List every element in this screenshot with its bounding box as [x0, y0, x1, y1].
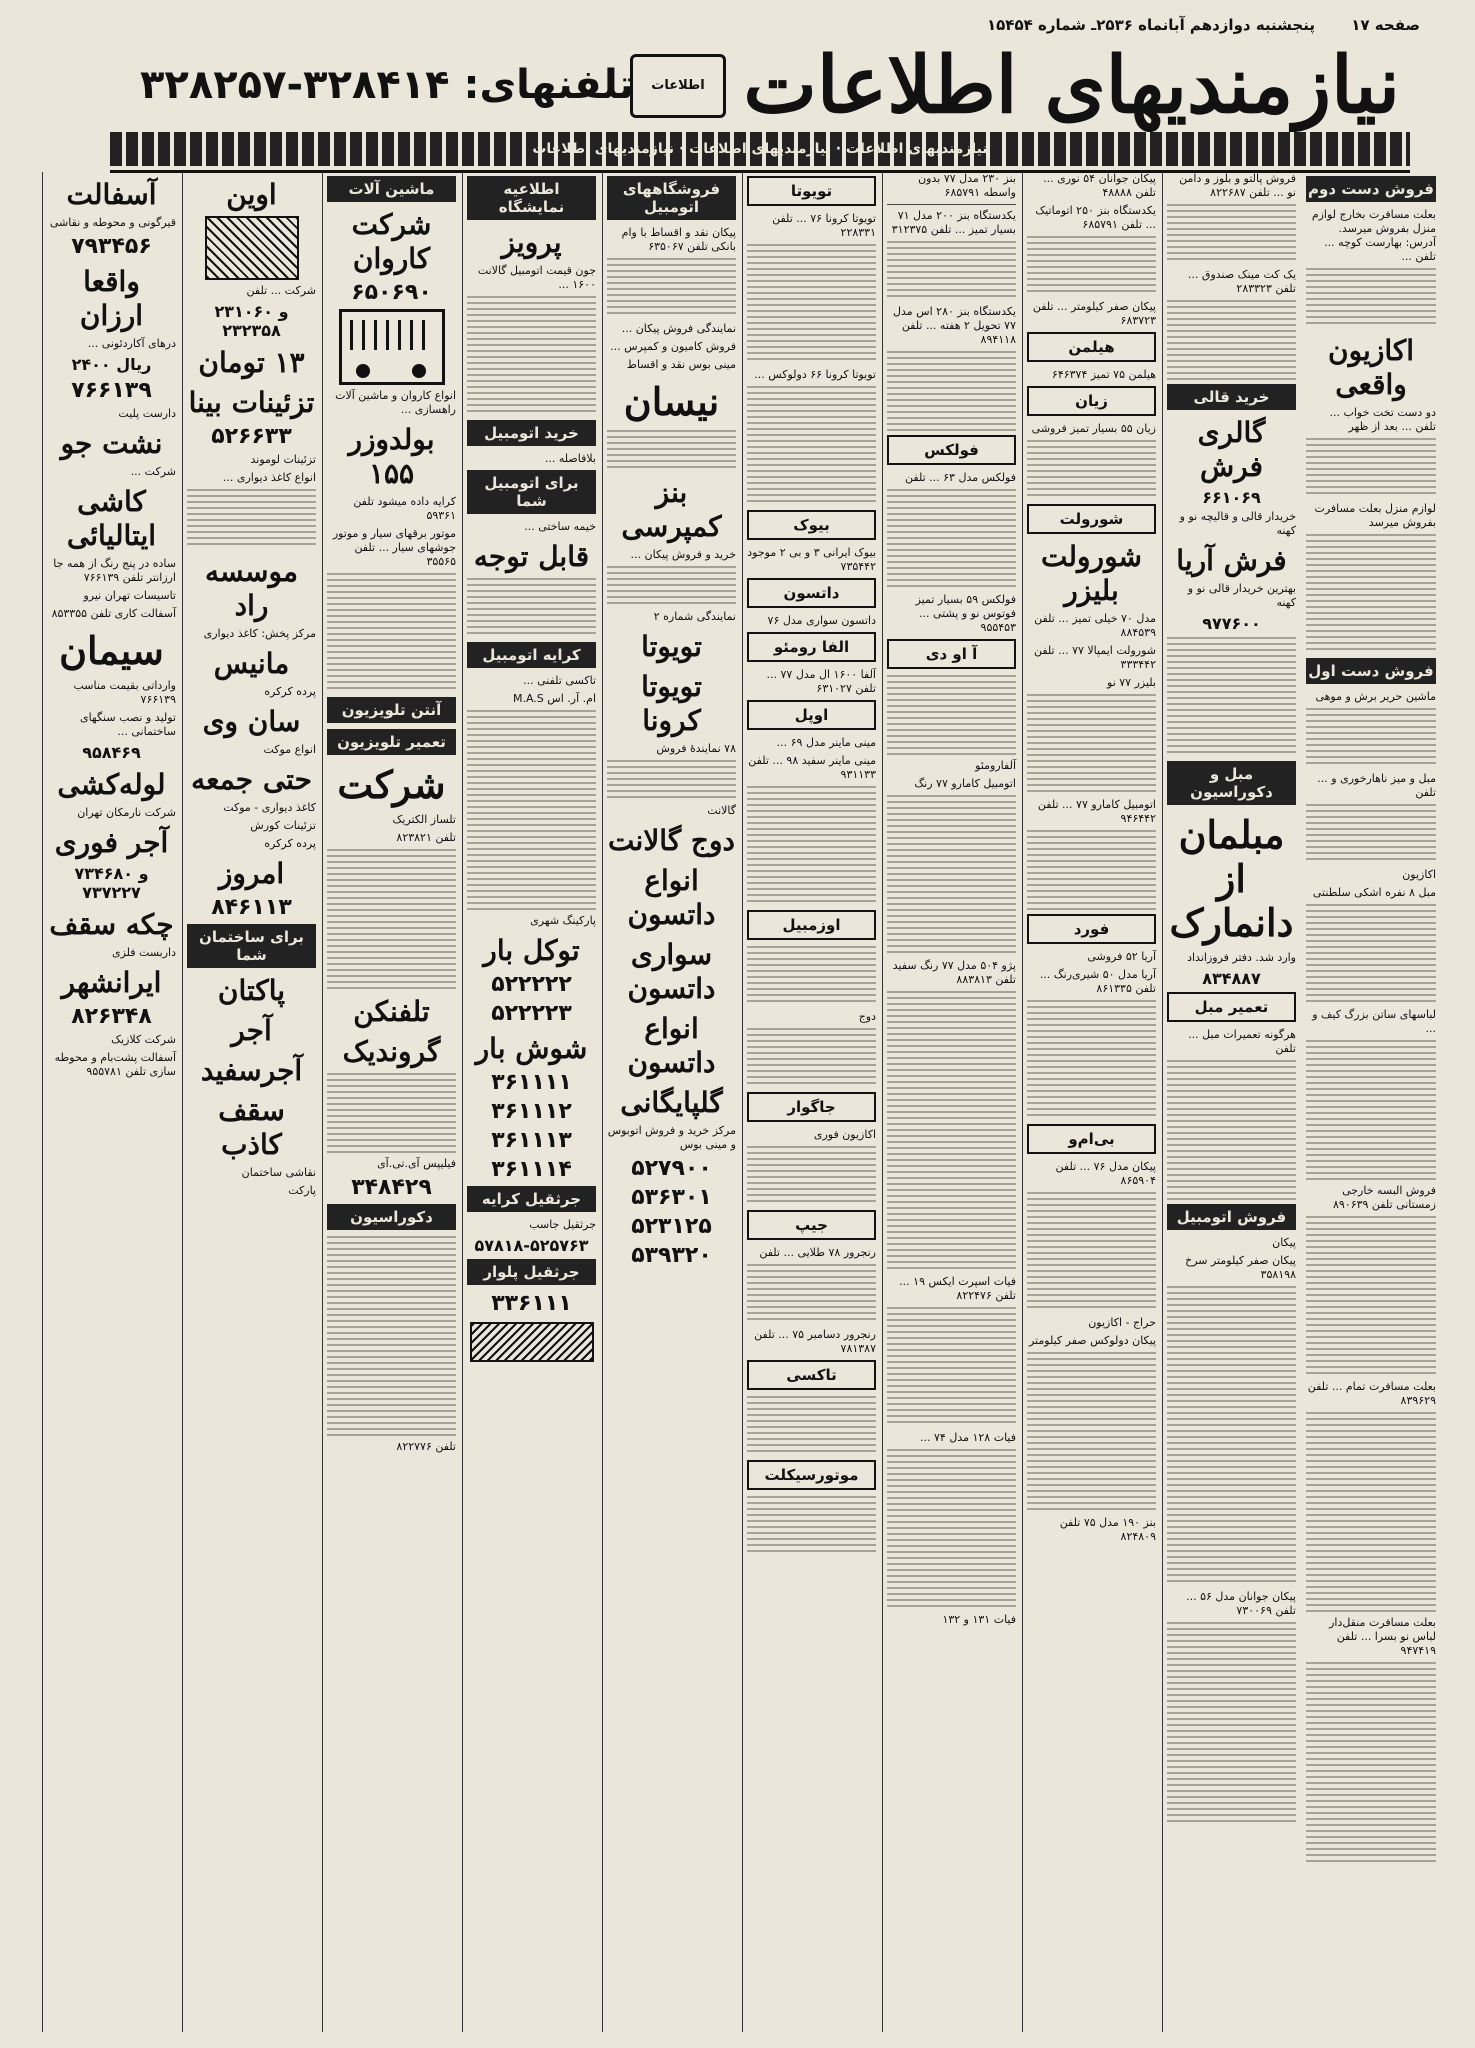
ad-text-block [1027, 440, 1156, 500]
classified-ad: فیلیپس آی.تی.آی [377, 1157, 456, 1170]
ad-headline: سواری داتسون [627, 938, 716, 1005]
classified-ad: بنز ۱۹۰ مدل ۷۵ تلفن ۸۲۴۸۰۹ [1059, 1516, 1156, 1543]
section-header: برای ساختمان شما [187, 924, 316, 968]
classified-ad: مینی ماینر مدل ۶۹ ... [776, 736, 876, 749]
classified-ad: بهترین خریدار قالی نو و کهنه [1187, 582, 1296, 609]
classified-ad: فیات ۱۳۱ و ۱۳۲ [942, 1613, 1016, 1626]
classified-ad: کاغذ دیواری - موکت [223, 801, 316, 814]
classified-columns [40, 172, 1440, 2032]
ad-headline: سیمان [59, 628, 164, 673]
ad-text-block [887, 675, 1016, 755]
section-header: الفا رومئو [747, 632, 876, 662]
classified-ad: داربست فلزی [111, 946, 176, 959]
classified-ad: لوازم منزل بعلت مسافرت بفروش میرسد [1314, 502, 1436, 529]
ad-text-block [887, 991, 1016, 1271]
ad-phone: ۶۶۱۰۶۹ [1202, 488, 1261, 507]
section-header: داتسون [747, 578, 876, 608]
ad-text-block [887, 241, 1016, 301]
ad-phone: ۵۲۲۲۲۳ [491, 1001, 572, 1026]
ad-headline: گروندیک [342, 1035, 441, 1068]
ad-phone: ۷۳۴۶۸۰ و ۷۳۷۲۲۷ [74, 864, 149, 902]
folio-line [0, 12, 1475, 38]
ad-headline: شورولت بلیزر [1041, 540, 1142, 607]
ad-text-block [1167, 300, 1296, 380]
section-header: آنتن تلویزیون [327, 697, 456, 723]
classified-ad: پرده کرکره [264, 837, 316, 850]
classified-ad: هرگونه تعمیرات مبل ... تلفن [1188, 1028, 1296, 1055]
section-header: جیپ [747, 1210, 876, 1240]
classified-ad: فروش البسه خارجی زمستانی تلفن ۸۹۰۶۳۹ [1332, 1184, 1436, 1211]
column-3 [1022, 172, 1160, 2032]
classified-ad: شرکت نارمکان تهران [77, 806, 176, 819]
ad-headline: آجر [231, 1014, 272, 1047]
ad-text-block [467, 578, 596, 638]
ad-headline: امروز [218, 857, 285, 890]
ad-text-block [887, 1307, 1016, 1427]
ad-text-block [747, 244, 876, 364]
column-8 [322, 172, 460, 2032]
column-9 [182, 172, 320, 2032]
ad-headline: نشت جو [60, 427, 163, 460]
classified-ad: زیان ۵۵ بسیار تمیز فروشی [1031, 422, 1156, 435]
classified-ad: دوج [858, 1010, 876, 1023]
ad-phone: ۸۲۶۳۴۸ [71, 1004, 152, 1029]
classified-ad: بیوک ایرانی ۳ و بی ۲ موجود ۷۳۵۴۴۲ [747, 546, 876, 573]
classified-ad: فولکس مدل ۶۳ ... تلفن [905, 471, 1016, 484]
ad-text-block [747, 386, 876, 506]
section-header: جاگوار [747, 1092, 876, 1122]
ad-headline: آسفالت [66, 178, 157, 211]
ad-phone: ۵۲۲۲۲۲ [491, 972, 572, 997]
classified-ad: وارداتی بقیمت مناسب ۷۶۶۱۳۹ [73, 679, 176, 706]
truck-icon [339, 309, 445, 385]
ad-headline: انواع داتسون [627, 1012, 716, 1079]
ad-headline: گالری فرش [1197, 416, 1266, 483]
ad-headline: اوین [226, 178, 277, 211]
divider [887, 204, 1016, 205]
section-header: جرثقیل پلوار [467, 1259, 596, 1285]
masthead-subtitle-band: نیازمندیهای اطلاعات · نیازمندیهای اطلاعات · نیازمندیهای اطلاعات [110, 132, 1410, 166]
column-4 [882, 172, 1020, 2032]
ad-phone: ۵۳۶۳۰۱ [631, 1185, 712, 1210]
section-header: فروش دست دوم [1306, 176, 1436, 202]
classified-ad: مرکز خرید و فروش اتوبوس و مینی بوس [607, 1124, 736, 1151]
section-header: فورد [1027, 914, 1156, 944]
classified-ad: تلفن ۸۲۲۷۷۶ [396, 1440, 456, 1453]
ad-headline: لوله‌کشی [57, 768, 166, 801]
ad-text-block [1027, 1000, 1156, 1120]
ad-text-block [327, 1073, 456, 1153]
ad-text-block [1306, 1040, 1436, 1180]
ad-headline: قابل توجه [473, 540, 590, 573]
ad-headline: کاشی ایتالیائی [66, 485, 157, 552]
classified-ad: اکازیون [1402, 868, 1436, 881]
ad-phone: ۳۶۱۱۱۴ [491, 1157, 572, 1182]
ad-text-block [607, 430, 736, 470]
section-header: اوزمبیل [747, 910, 876, 940]
classified-ad: پیکان مدل ۷۶ ... تلفن ۸۶۵۹۰۴ [1055, 1160, 1156, 1187]
classified-ad: انواع کاروان و ماشین آلات راهسازی ... [335, 389, 456, 416]
ad-phone: ۹۵۸۴۶۹ [82, 743, 141, 762]
classified-ad: پژو ۵۰۴ مدل ۷۷ رنگ سفید تلفن ۸۸۳۸۱۳ [892, 959, 1016, 986]
classified-ad: نمایندگی شماره ۲ [653, 610, 736, 623]
classified-ad: مبل و میز ناهارخوری و ... تلفن [1317, 772, 1436, 799]
ad-text-block [327, 1236, 456, 1436]
classified-ad: مبل ۸ نفره اشکی سلطنتی [1312, 886, 1436, 899]
section-header: اطلاعیه نمایشگاه [467, 176, 596, 220]
classified-ad: بعلت مسافرت منقل‌دار لباس نو بسرا ... تلفن ۹۴۷۴۱۹ [1329, 1616, 1436, 1657]
page-number: صفحه ۱۷ [1351, 16, 1420, 34]
classified-ad: بعلت مسافرت بخارج لوازم منزل بفروش میرسد. آدرس: بهارست کوچه ... تلفن ... [1311, 208, 1436, 263]
section-header: شورولت [1027, 504, 1156, 534]
classified-ad: خیمه ساختی ... [524, 520, 596, 533]
ad-text-block [1306, 534, 1436, 654]
section-header: کرایه اتومبیل [467, 642, 596, 668]
classified-ad: ۷۸ نمایندهٔ فروش [656, 742, 736, 755]
ad-text-block [887, 1449, 1016, 1609]
ad-phone: ۶۵۰۶۹۰ [351, 280, 432, 305]
ad-headline: واقعا ارزان [79, 265, 144, 332]
section-header: جرثقیل کرایه [467, 1186, 596, 1212]
ad-phone: ۹۷۷۶۰۰ [1202, 614, 1261, 633]
ad-headline: شرکت کاروان [351, 208, 432, 275]
section-header: بیوک [747, 510, 876, 540]
ad-text-block [1306, 804, 1436, 864]
classified-ad: پیکان [1272, 1236, 1296, 1249]
classified-ad: موتور برقهای سیار و موتور جوشهای سیار ... تلفن ۳۵۵۶۵ [332, 527, 456, 568]
section-header: فولکس [887, 435, 1016, 465]
ad-headline: پاکتان [217, 974, 286, 1007]
ad-phone: ۳۶۱۱۱۲ [491, 1099, 572, 1124]
classified-ad: فروش کامیون و کمپرس ... [610, 340, 736, 353]
ad-headline: ۱۳ تومان [198, 346, 305, 379]
ad-text-block [747, 1396, 876, 1456]
ad-text-block [1027, 694, 1156, 794]
ad-text-block [747, 786, 876, 906]
ad-headline: تویوتا [641, 630, 702, 663]
ad-text-block [1306, 1216, 1436, 1376]
ad-phone: ۷۹۳۴۵۶ [71, 234, 152, 259]
classified-ad: پیکان جوانان ۵۴ نوری ... تلفن ۴۸۸۸۸ [1043, 172, 1156, 199]
ad-text-block [887, 351, 1016, 431]
ad-text-block [747, 1028, 876, 1088]
ad-text-block [747, 946, 876, 1006]
ad-text-block [747, 1146, 876, 1206]
section-header: مبل و دکوراسیون [1167, 761, 1296, 805]
section-header: فروش دست اول [1306, 658, 1436, 684]
classified-ad: تاکسی تلفنی ... [523, 674, 596, 687]
classified-ad: فیات اسپرت ایکس ۱۹ ... تلفن ۸۲۲۴۷۶ [899, 1275, 1016, 1302]
ad-text-block [1027, 830, 1156, 910]
ad-headline: چکه سقف [49, 908, 174, 941]
section-header: خرید اتومبیل [467, 420, 596, 446]
ad-text-block [327, 849, 456, 989]
ad-phone: ۵۳۹۳۲۰ [631, 1243, 712, 1268]
ad-price: ۲۴۰۰ ریال [71, 355, 152, 374]
section-header: تعمیر تلویزیون [327, 729, 456, 755]
classified-ad: هیلمن ۷۵ تمیز ۶۴۶۳۷۴ [1051, 368, 1156, 381]
classified-ad: خریدار قالی و قالیچه نو و کهنه [1179, 510, 1296, 537]
classified-ad: آلفارومئو [975, 759, 1016, 772]
classified-ad: جرثقیل جاسب [529, 1218, 596, 1231]
section-header: بی‌ام‌و [1027, 1124, 1156, 1154]
ad-headline: آجر فوری [54, 826, 169, 859]
classified-ad: مینی بوس نقد و اقساط [626, 358, 736, 371]
ad-headline: گلپایگانی [620, 1086, 723, 1119]
classified-ad: انواع کاغذ دیواری ... [222, 471, 316, 484]
ad-headline: سان وی [202, 705, 301, 738]
ad-phone: ۸۳۴۸۸۷ [1202, 969, 1261, 988]
ad-text-block [1306, 438, 1436, 498]
classified-ad: آسفالت کاری تلفن ۸۵۳۳۵۵ [51, 607, 176, 620]
classified-ad: حراج - اکازیون [1088, 1316, 1156, 1329]
classified-ad: یکدستگاه بنز ۲۰۰ مدل ۷۱ بسیار تمیز ... تلفن ۳۱۲۳۷۵ [891, 209, 1016, 236]
section-header: فروشگاههای اتومبیل [607, 176, 736, 220]
classified-ad: نمایندگی فروش پیکان ... [621, 322, 736, 335]
ad-text-block [1027, 236, 1156, 296]
classified-ad: درهای آکاردئونی ... [87, 337, 176, 350]
ad-headline: شوش بار [475, 1032, 588, 1065]
column-10 [42, 172, 180, 2032]
classified-ad: دارست پلیت [118, 407, 176, 420]
ad-phone: ۵۲۷۹۰۰ [631, 1156, 712, 1181]
ad-headline: موسسه راد [205, 555, 298, 622]
ad-text-block [1027, 1352, 1156, 1512]
classified-ad: ماشین حرير برش و موهی [1315, 690, 1436, 703]
classified-ad: فولکس ۵۹ بسیار تمیز فوتوس نو و پشتی ... ۹۵۵۴۵۳ [915, 593, 1016, 634]
classified-ad: آلفا ۱۶۰۰ ال مدل ۷۷ ... تلفن ۶۳۱۰۲۷ [766, 668, 876, 695]
ad-headline: پرویز [501, 226, 562, 259]
classified-ad: ام. آر. اس M.A.S [512, 692, 596, 705]
ad-text-block [1167, 637, 1296, 757]
ad-text-block [747, 1264, 876, 1324]
ad-headline: اکازیون واقعی [1328, 334, 1414, 401]
ad-phone: ۵۲۶۶۳۳ [211, 424, 292, 449]
ad-headline: شرکت [337, 762, 446, 807]
classified-ad: شرکت کلازیک [111, 1033, 176, 1046]
newspaper-logo-icon: اطلاعات [630, 54, 726, 118]
ad-text-block [187, 489, 316, 549]
classified-ad: تزئینات لوموند [250, 453, 316, 466]
classified-ad: دو دست تخت خواب ... تلفن ... بعد از ظهر [1329, 406, 1436, 433]
classified-ad: اتومبیل کامارو ۷۷ ... تلفن ۹۴۶۴۴۲ [1037, 798, 1156, 825]
classified-ad: شرکت ... تلفن [246, 284, 316, 297]
classified-ad: یکدستگاه بنز ۲۸۰ اس مدل ۷۷ تحویل ۲ هفته ... تلفن ۸۹۴۱۱۸ [893, 305, 1016, 346]
section-header: خرید قالی [1167, 384, 1296, 410]
ad-text-block [887, 795, 1016, 955]
ad-text-block [1167, 1060, 1296, 1200]
classified-ad: پارکینگ شهری [530, 914, 596, 927]
classified-ad: مرکز پخش: کاغذ دیواری [203, 627, 316, 640]
column-2 [1162, 172, 1300, 2032]
classified-ad: رنجرور ۷۸ طلایی ... تلفن [759, 1246, 876, 1259]
masthead-title: نیازمندیهای اطلاعات [743, 40, 1400, 131]
ad-text-block [1027, 1192, 1156, 1312]
section-header: دکوراسیون [327, 1204, 456, 1230]
ad-text-block [607, 258, 736, 318]
classified-ad: آریا مدل ۵۰ شیری‌رنگ ... تلفن ۸۶۱۳۳۵ [1039, 968, 1156, 995]
classified-ad: کرایه داده میشود تلفن ۵۹۳۶۱ [353, 495, 456, 522]
ad-headline: تویوتا کرونا [641, 670, 702, 737]
classified-ad: آسفالت پشت‌بام و محوطه سازی تلفن ۹۵۵۷۸۱ [54, 1051, 176, 1078]
classified-ad: یک کت مینک صندوق ... تلفن ۲۸۳۳۲۳ [1187, 268, 1296, 295]
section-header: هیلمن [1027, 332, 1156, 362]
classified-ad: داتسون سواری مدل ۷۶ [767, 614, 876, 627]
ad-headline: سقف کاذب [218, 1094, 285, 1161]
classified-ad: تاسیسات تهران نیرو [83, 589, 176, 602]
classified-ad: جون قیمت اتومبیل گالانت ۱۶۰۰ ... [477, 264, 596, 291]
company-emblem-icon [205, 216, 299, 280]
ad-text-block [1306, 268, 1436, 328]
ad-text-block [1167, 204, 1296, 264]
ad-headline: ایرانشهر [61, 966, 162, 999]
ad-headline: مبلمان از دانمارک [1169, 812, 1294, 945]
ad-text-block [1306, 1662, 1436, 1862]
column-6 [602, 172, 740, 2032]
section-header: تعمیر مبل [1167, 992, 1296, 1022]
classified-ad: بلیزر ۷۷ نو [1107, 676, 1156, 689]
classified-ad: بنز ۲۳۰ مدل ۷۷ بدون واسطه ۶۸۵۷۹۱ [918, 172, 1016, 199]
ad-text-block [607, 760, 736, 800]
classified-ad: پرده کرکره [264, 685, 316, 698]
classified-ad: پیکان صفر کیلومتر ... تلفن ۶۸۳۷۲۳ [1032, 300, 1156, 327]
classified-ad: یکدستگاه بنز ۲۵۰ اتوماتیک ... تلفن ۶۸۵۷۹۱ [1035, 204, 1156, 231]
classified-ad: ساده در پنج رنگ از همه جا ارزانتر تلفن ۷۶۶۱۳۹ [53, 557, 176, 584]
classified-ad: پارکت [288, 1184, 316, 1197]
ad-headline: فرش آریا [1176, 544, 1287, 577]
ad-phone: ۳۶۱۱۱۳ [491, 1128, 572, 1153]
masthead-phones: تلفنهای: ۳۲۸۴۱۴-۳۲۸۲۵۷ [140, 62, 635, 108]
ad-phone: ۳۴۸۴۲۹ [351, 1175, 432, 1200]
masthead [110, 40, 1410, 173]
classified-ad: تویوتا کرونا ۷۶ ... تلفن ۲۲۸۳۳۱ [772, 212, 876, 239]
ad-headline: بولدوزر ۱۵۵ [348, 423, 435, 490]
classified-ad: تلساز الکتریک [392, 813, 456, 826]
classified-ad: وارد شد. دفتر فروزانداد [1187, 951, 1296, 964]
ad-text-block [327, 573, 456, 693]
ad-text-block [607, 566, 736, 606]
section-header: ماشین آلات [327, 176, 456, 202]
section-header: فروش اتومبیل [1167, 1204, 1296, 1230]
section-header: زیان [1027, 386, 1156, 416]
ad-text-block [1306, 1412, 1436, 1612]
ad-text-block [1167, 1286, 1296, 1586]
classified-ad: شرکت ... [130, 465, 176, 478]
section-header: موتورسیکلت [747, 1460, 876, 1490]
ad-text-block [467, 296, 596, 416]
classified-ad: بلافاصله ... [544, 452, 596, 465]
section-header: آ او دی [887, 639, 1016, 669]
ad-headline: دوج گالانت [608, 824, 735, 857]
classified-ad: انواع موکت [263, 743, 316, 756]
classified-ad: اتومبیل کامارو ۷۷ رنگ [914, 777, 1016, 790]
classified-ad: خرید و فروش پیکان ... [630, 548, 736, 561]
ad-text-block [747, 1496, 876, 1556]
classified-ad: قیرگونی و محوطه و نقاشی [49, 216, 176, 229]
section-header: تاکسی [747, 1360, 876, 1390]
classified-ad: شورولت ایمپالا ۷۷ ... تلفن ۳۳۳۴۴۲ [1033, 644, 1156, 671]
ad-phone: ۳۶۱۱۱۱ [491, 1070, 572, 1095]
ad-headline: بنز کمپرسی [621, 476, 722, 543]
ad-headline: مانیس [213, 647, 290, 680]
classified-ad: مینی ماینر سفید ۹۸ ... تلفن ۹۳۱۱۳۳ [748, 754, 876, 781]
classified-ad: تویوتا کرونا ۶۶ دولوکس ... [754, 368, 876, 381]
ad-phone: ۵۷۸۱۸-۵۲۵۷۶۳ [474, 1236, 589, 1255]
classified-ad: نقاشی ساختمان [241, 1166, 316, 1179]
ad-headline: انواع داتسون [627, 864, 716, 931]
ad-headline: تلفنکن [353, 995, 430, 1028]
classified-ad: گالانت [707, 804, 736, 817]
classified-ad: تلفن ۸۲۳۸۲۱ [396, 831, 456, 844]
ad-headline: تزئینات بینا [188, 386, 315, 419]
ad-text-block [1167, 1622, 1296, 1822]
ad-phone: ۵۲۳۱۲۵ [631, 1214, 712, 1239]
ad-text-block [467, 710, 596, 910]
section-header: تویوتا [747, 176, 876, 206]
column-1 [1302, 172, 1440, 2032]
ad-phone: ۲۳۱۰۶۰ و ۲۳۲۳۵۸ [214, 302, 289, 340]
classified-ad: فروش پالتو و بلوز و دامن نو ... تلفن ۸۲۲۶۸۷ [1179, 172, 1296, 199]
issue-date-line: پنجشنبه دوازدهم آبانماه ۲۵۳۶ـ شماره ۱۵۴۵۴ [986, 16, 1315, 34]
ad-headline: آجرسفید [200, 1054, 303, 1087]
ad-phone: ۳۳۶۱۱۱ [491, 1291, 572, 1316]
ornament-seal-icon [470, 1322, 594, 1362]
classified-ad: تولید و نصب سنگهای ساختمانی ... [79, 711, 176, 738]
section-header: برای اتومبیل شما [467, 470, 596, 514]
classified-ad: مدل ۷۰ خیلی تمیز ... تلفن ۸۸۴۵۳۹ [1034, 612, 1156, 639]
classified-ad: پیکان دولوکس صفر کیلومتر [1028, 1334, 1156, 1347]
classified-ad: رنجرور دسامبر ۷۵ ... تلفن ۷۸۱۳۸۷ [754, 1328, 876, 1355]
ad-headline: نیسان [623, 379, 720, 424]
ad-headline: توکل بار [483, 934, 580, 967]
column-5 [742, 172, 880, 2032]
ad-text-block [1306, 708, 1436, 768]
ad-text-block [887, 489, 1016, 589]
ad-headline: حتی جمعه [191, 763, 312, 796]
ad-phone: ۷۶۶۱۳۹ [71, 378, 152, 403]
classified-ad: بعلت مسافرت تمام ... تلفن ۸۳۹۶۲۹ [1307, 1380, 1436, 1407]
ad-phone: ۸۴۶۱۱۳ [211, 895, 292, 920]
classified-ad: فیات ۱۲۸ مدل ۷۴ ... [920, 1431, 1016, 1444]
classified-ad: آریا ۵۲ فروشی [1087, 950, 1156, 963]
classified-ad: اکازیون فوری [813, 1128, 876, 1141]
column-7 [462, 172, 600, 2032]
section-header: اوپل [747, 700, 876, 730]
classified-ad: پیکان نقد و اقساط با وام بانکی تلفن ۶۳۵۰۶۷ [621, 226, 736, 253]
classified-ad: تزئینات کورش [250, 819, 316, 832]
classified-ad: پیکان جوانان مدل ۵۶ ... تلفن ۷۳۰۰۶۹ [1186, 1590, 1296, 1617]
ad-text-block [1306, 904, 1436, 1004]
classified-ad: پیکان صفر کیلومتر سرخ ۳۵۸۱۹۸ [1185, 1254, 1296, 1281]
classified-ad: لباسهای ساتن بزرگ کیف و ... [1312, 1008, 1436, 1035]
